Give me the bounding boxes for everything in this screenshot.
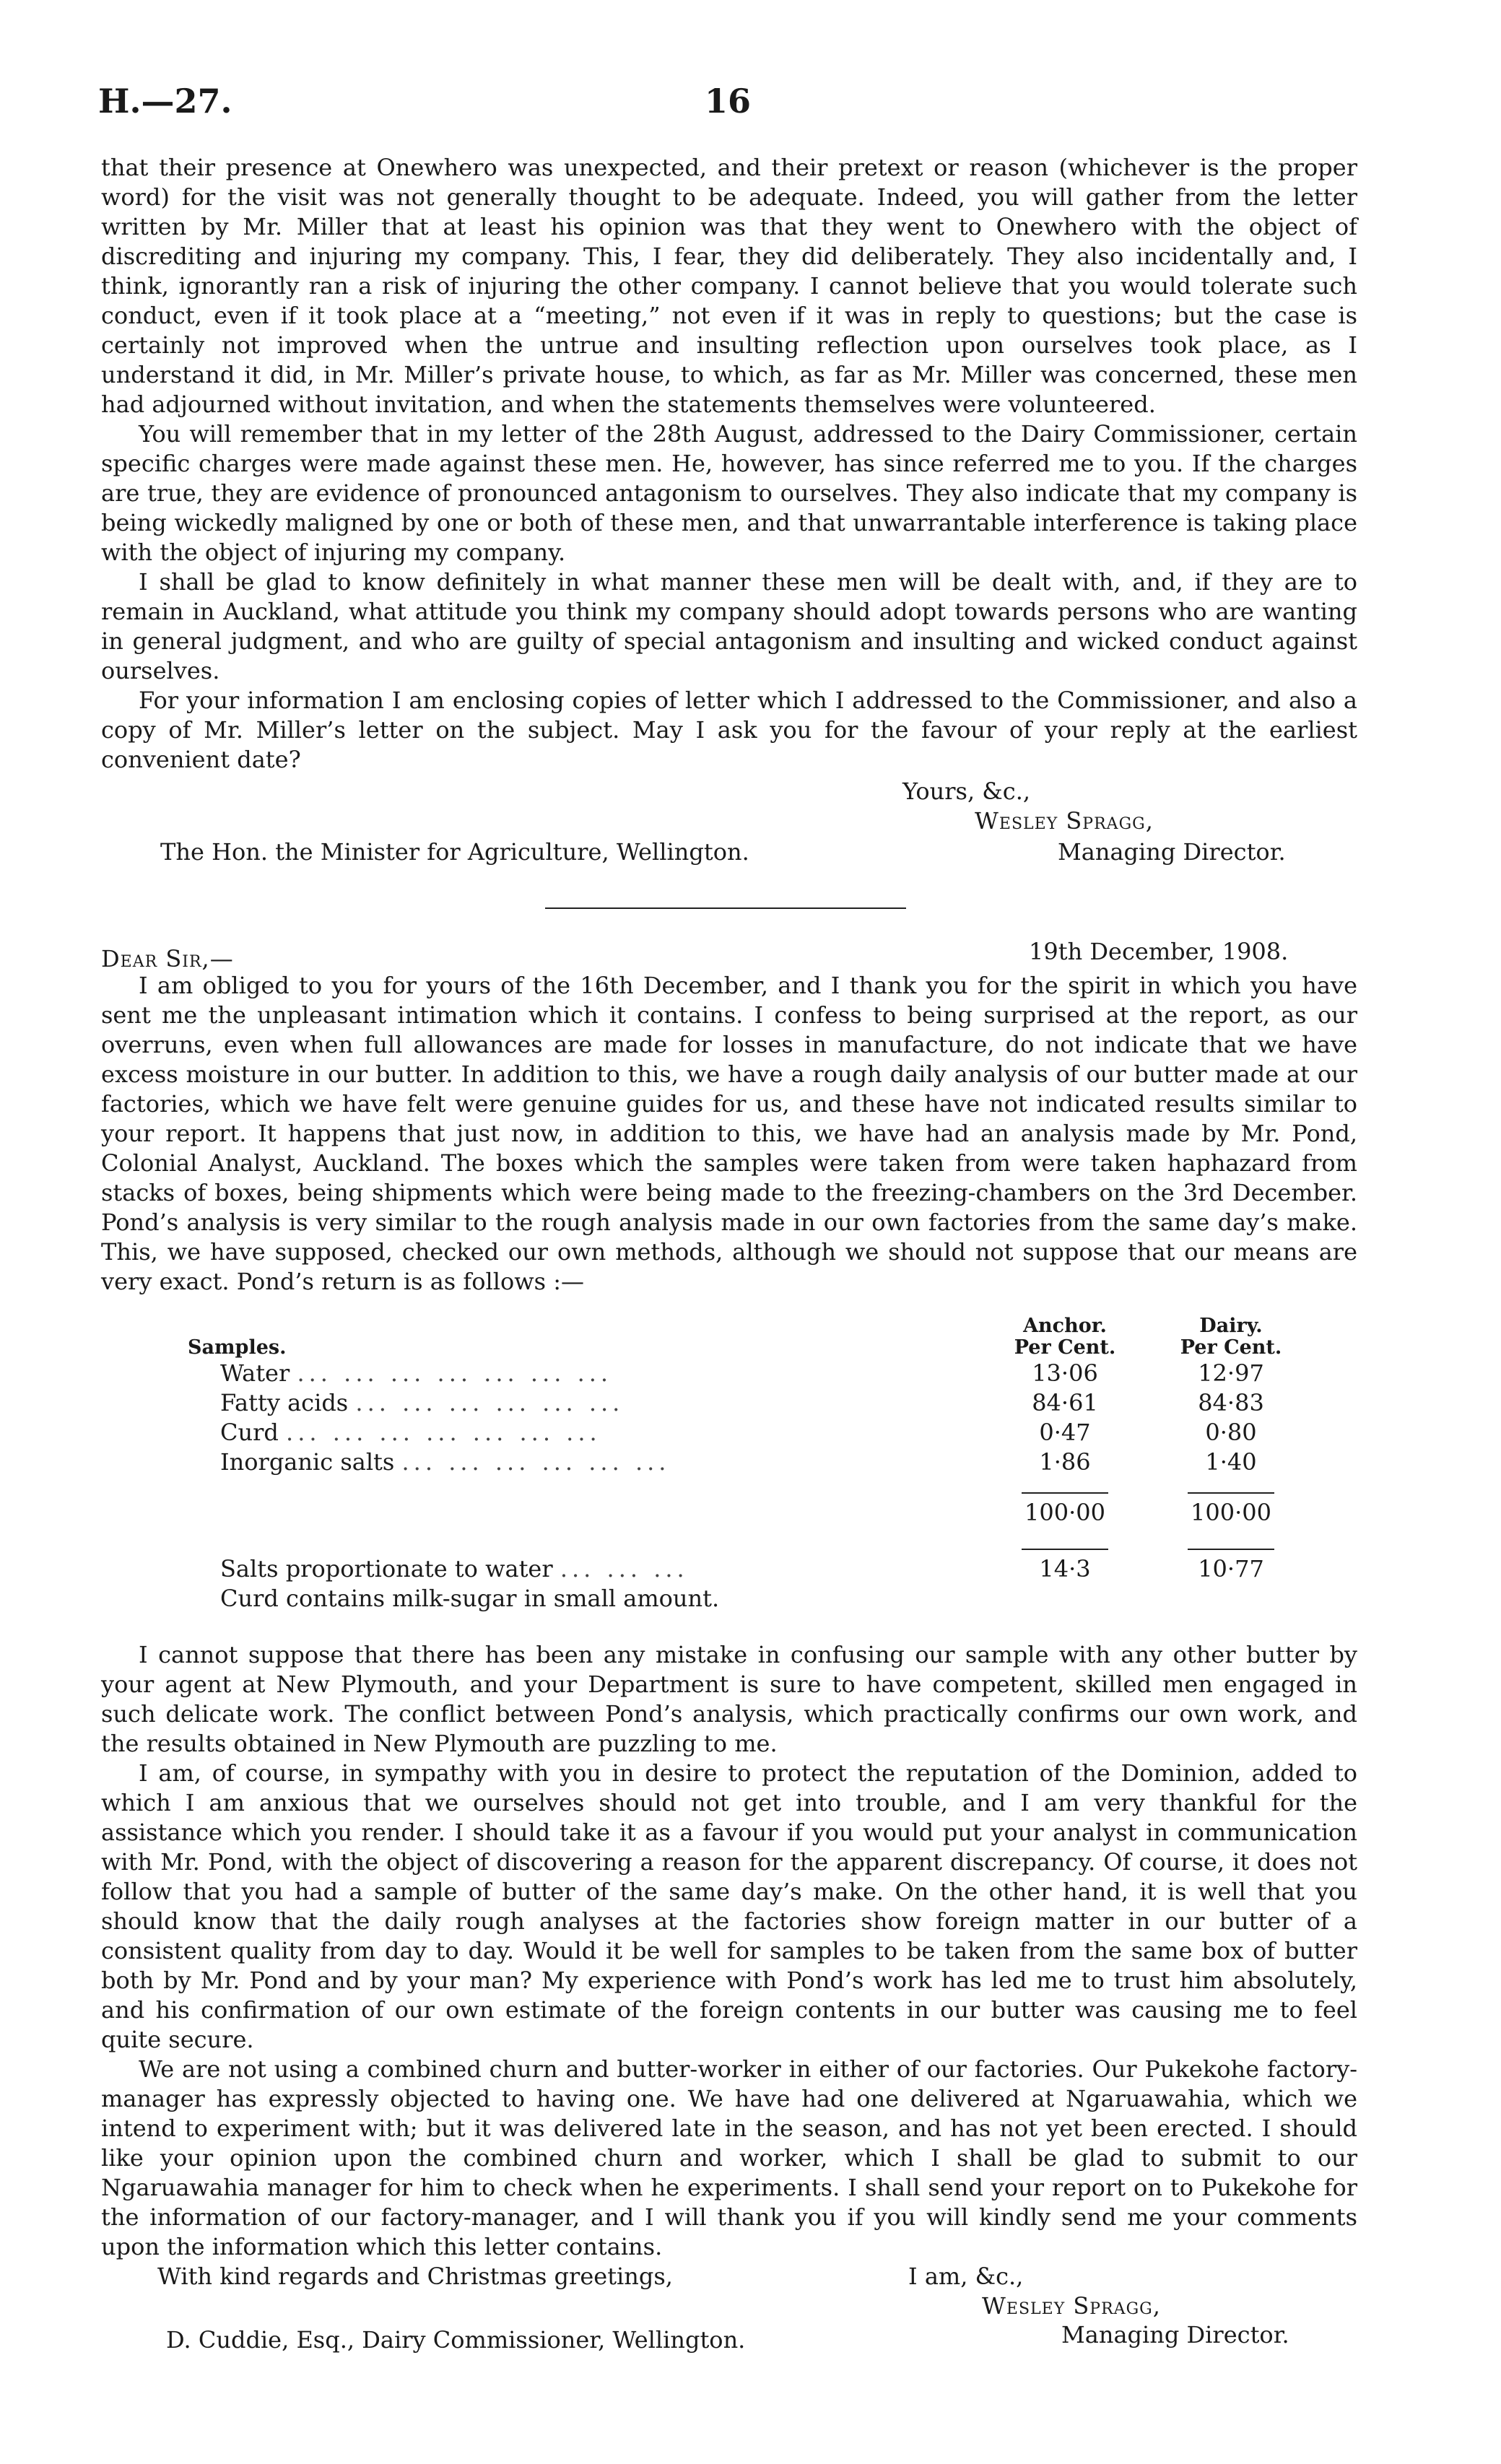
column-header-samples: Samples. bbox=[188, 1336, 287, 1359]
section-divider bbox=[545, 907, 906, 909]
row-label: Water bbox=[220, 1359, 290, 1387]
table-header-row bbox=[101, 1315, 1314, 1359]
table-note: Curd contains milk-sugar in small amount. bbox=[220, 1585, 720, 1612]
letter-1-body bbox=[101, 153, 1357, 775]
letter-1-paragraph: I shall be glad to know definitely in what manner these men will be dealt with, and, if they are to remain in Auckland, what attitude you think my company should adopt towards persons who are wanting in general judgment, and who are guilty of special antagonism and insulting and wicked conduct against ourselves. bbox=[101, 568, 1357, 684]
letter-2-date: 19th December, 1908. bbox=[1029, 938, 1289, 965]
leader-dots: ... ... ... ... ... ... bbox=[401, 1448, 671, 1476]
letter-2-paragraph: I am obliged to you for yours of the 16th December, and I thank you for the spirit in which you have sent me the unpleasant intimation which it contains. I confess to being surprised at the report, as our overruns, even when full allowances are made for losses in manufacture, do not indicate that we have excess moisture in our butter. In addition to this, we have a rough daily analysis of our butter made at our factories, which we have felt were genuine guides for us, and these have not indicated results similar to your report. It happens that just now, in addition to this, we have had an analysis made by Mr. Pond, Colonial Analyst, Auckland. The boxes which the samples were taken from were taken haphazard from stacks of boxes, being shipments which were being made to the freezing-chambers on the 3rd December. Pond’s analysis is very similar to the rough analysis made in our own factories from the same day’s make. This, we have supposed, checked our own methods, although we should not suppose that our means are very exact. Pond’s return is as follows :— bbox=[101, 972, 1357, 1295]
table-row bbox=[101, 1388, 1314, 1418]
letter-2-paragraph: I am, of course, in sympathy with you in desire to protect the reputation of the Dominion, added to which I am anxious that we ourselves should not get into trouble, and I am very thankful for the assistance which you render. I should take it as a favour if you would put your analyst in communication with Mr. Pond, with the object of discovering a reason for the apparent discrepancy. Of course, it does not follow that you had a sample of butter of the same day’s make. On the other hand, it is well that you should know that the daily rough analyses at the factories show foreign matter in our butter of a consistent quality from day to day. Would it be well for samples to be taken from the same box of butter both by Mr. Pond and by your man? My experience with Pond’s work has led me to trust him absolutely, and his confirmation of our own estimate of the foreign contents in our butter was causing me to feel quite secure. bbox=[101, 1759, 1357, 2053]
letter-1-addressee: The Hon. the Minister for Agriculture, Wellington. bbox=[160, 838, 749, 866]
letter-1-signature: Wesley Spragg, bbox=[975, 807, 1154, 835]
letter-2-salutation: Dear Sir,— bbox=[101, 945, 234, 972]
letter-2-regards: With kind regards and Christmas greetings, bbox=[157, 2263, 673, 2290]
dairy-ratio: 10·77 bbox=[1188, 1549, 1274, 1584]
table-row bbox=[101, 1359, 1314, 1388]
column-header-anchor: Anchor. bbox=[1023, 1315, 1107, 1337]
row-label: Inorganic salts bbox=[220, 1448, 395, 1476]
letter-2-signature: Wesley Spragg, bbox=[982, 2292, 1161, 2320]
letter-2-closing: I am, &c., bbox=[908, 2263, 1024, 2290]
anchor-ratio: 14·3 bbox=[1022, 1549, 1108, 1584]
column-header-anchor-unit: Per Cent. bbox=[1014, 1336, 1116, 1359]
dairy-value: 12·97 bbox=[1198, 1359, 1264, 1387]
letter-2-intro bbox=[101, 971, 1357, 1297]
leader-dots: ... ... ... ... ... ... ... bbox=[286, 1419, 601, 1446]
leader-dots: ... ... ... ... ... ... ... bbox=[297, 1359, 613, 1387]
letter-1-paragraph: For your information I am enclosing copies of letter which I addressed to the Commissioner, and also a copy of Mr. Miller’s letter on the subject. May I ask you for the favour of your reply at the earliest convenient date? bbox=[101, 687, 1357, 773]
letter-2-paragraph: We are not using a combined churn and butter-worker in either of our factories. Our Pukekohe factory-manager has expressly objected to having one. We have had one delivered at Ngaruawahia, which we intend to experiment with; but it was delivered late in the season, and has not yet been erected. I should like your opinion upon the combined churn and worker, which I shall be glad to submit to our Ngaruawahia manager for him to check when he experiments. I shall send your report on to Pukekohe for the information of our factory-manager, and I will thank you if you will kindly send me your comments upon the information which this letter contains. bbox=[101, 2055, 1357, 2260]
letter-2-body bbox=[101, 1640, 1357, 2262]
row-label: Fatty acids bbox=[220, 1389, 349, 1416]
anchor-value: 13·06 bbox=[1032, 1359, 1098, 1387]
letter-2-title: Managing Director. bbox=[1061, 2321, 1289, 2348]
leader-dots: ... ... ... ... ... ... bbox=[355, 1389, 625, 1416]
anchor-value: 1·86 bbox=[1039, 1448, 1091, 1476]
anchor-total: 100·00 bbox=[1022, 1492, 1108, 1528]
row-label: Curd bbox=[220, 1419, 279, 1446]
anchor-value: 0·47 bbox=[1039, 1419, 1091, 1446]
table-row bbox=[101, 1448, 1314, 1477]
table-note-row bbox=[101, 1584, 1314, 1614]
document-reference: H.—27. bbox=[98, 82, 232, 121]
column-header-dairy-unit: Per Cent. bbox=[1180, 1336, 1282, 1359]
table-row bbox=[101, 1418, 1314, 1448]
table-ratio-row bbox=[101, 1528, 1314, 1584]
letter-1-paragraph: that their presence at Onewhero was unexpected, and their pretext or reason (whichever is the proper word) for the visit was not generally thought to be adequate. Indeed, you will gather from the letter written by Mr. Miller that at least his opinion was that they went to Onewhero with the object of discrediting and injuring my company. This, I fear, they did deliberately. They also incidentally and, I think, ignorantly ran a risk of injuring the other company. I cannot believe that you would tolerate such conduct, even if it took place at a “meeting,” not even if it was in reply to questions; but the case is certainly not improved when the untrue and insulting reflection upon ourselves took place, as I understand it did, in Mr. Miller’s private house, to which, as far as Mr. Miller was concerned, these men had adjourned without invitation, and when the statements themselves were volunteered. bbox=[101, 154, 1357, 418]
letter-2-addressee: D. Cuddie, Esq., Dairy Commissioner, Wellington. bbox=[166, 2326, 746, 2354]
letter-2-paragraph: I cannot suppose that there has been any mistake in confusing our sample with any other butter by your agent at New Plymouth, and your Department is sure to have competent, skilled men engaged in such delicate work. The conflict between Pond’s analysis, which practically confirms our own work, and the results obtained in New Plymouth are puzzling to me. bbox=[101, 1641, 1357, 1757]
leader-dots: ... ... ... bbox=[560, 1555, 689, 1583]
letter-1-paragraph: You will remember that in my letter of the 28th August, addressed to the Dairy Commissioner, certain specific charges were made against these men. He, however, has since referred me to you. If the charges are true, they are evidence of pronounced antagonism to ourselves. They also indicate that my company is being wickedly maligned by one or both of these men, and that unwarrantable interference is taking place with the object of injuring my company. bbox=[101, 420, 1357, 566]
analysis-table bbox=[101, 1315, 1314, 1614]
dairy-value: 84·83 bbox=[1198, 1389, 1264, 1416]
letter-1-title: Managing Director. bbox=[1058, 838, 1286, 866]
anchor-value: 84·61 bbox=[1032, 1389, 1098, 1416]
dairy-total: 100·00 bbox=[1188, 1492, 1274, 1528]
letter-1-closing: Yours, &c., bbox=[902, 778, 1031, 805]
ratio-label: Salts proportionate to water bbox=[220, 1555, 553, 1583]
page-number: 16 bbox=[705, 82, 752, 121]
table-total-row bbox=[101, 1477, 1314, 1528]
dairy-value: 0·80 bbox=[1205, 1419, 1257, 1446]
column-header-dairy: Dairy. bbox=[1199, 1315, 1263, 1337]
dairy-value: 1·40 bbox=[1205, 1448, 1257, 1476]
